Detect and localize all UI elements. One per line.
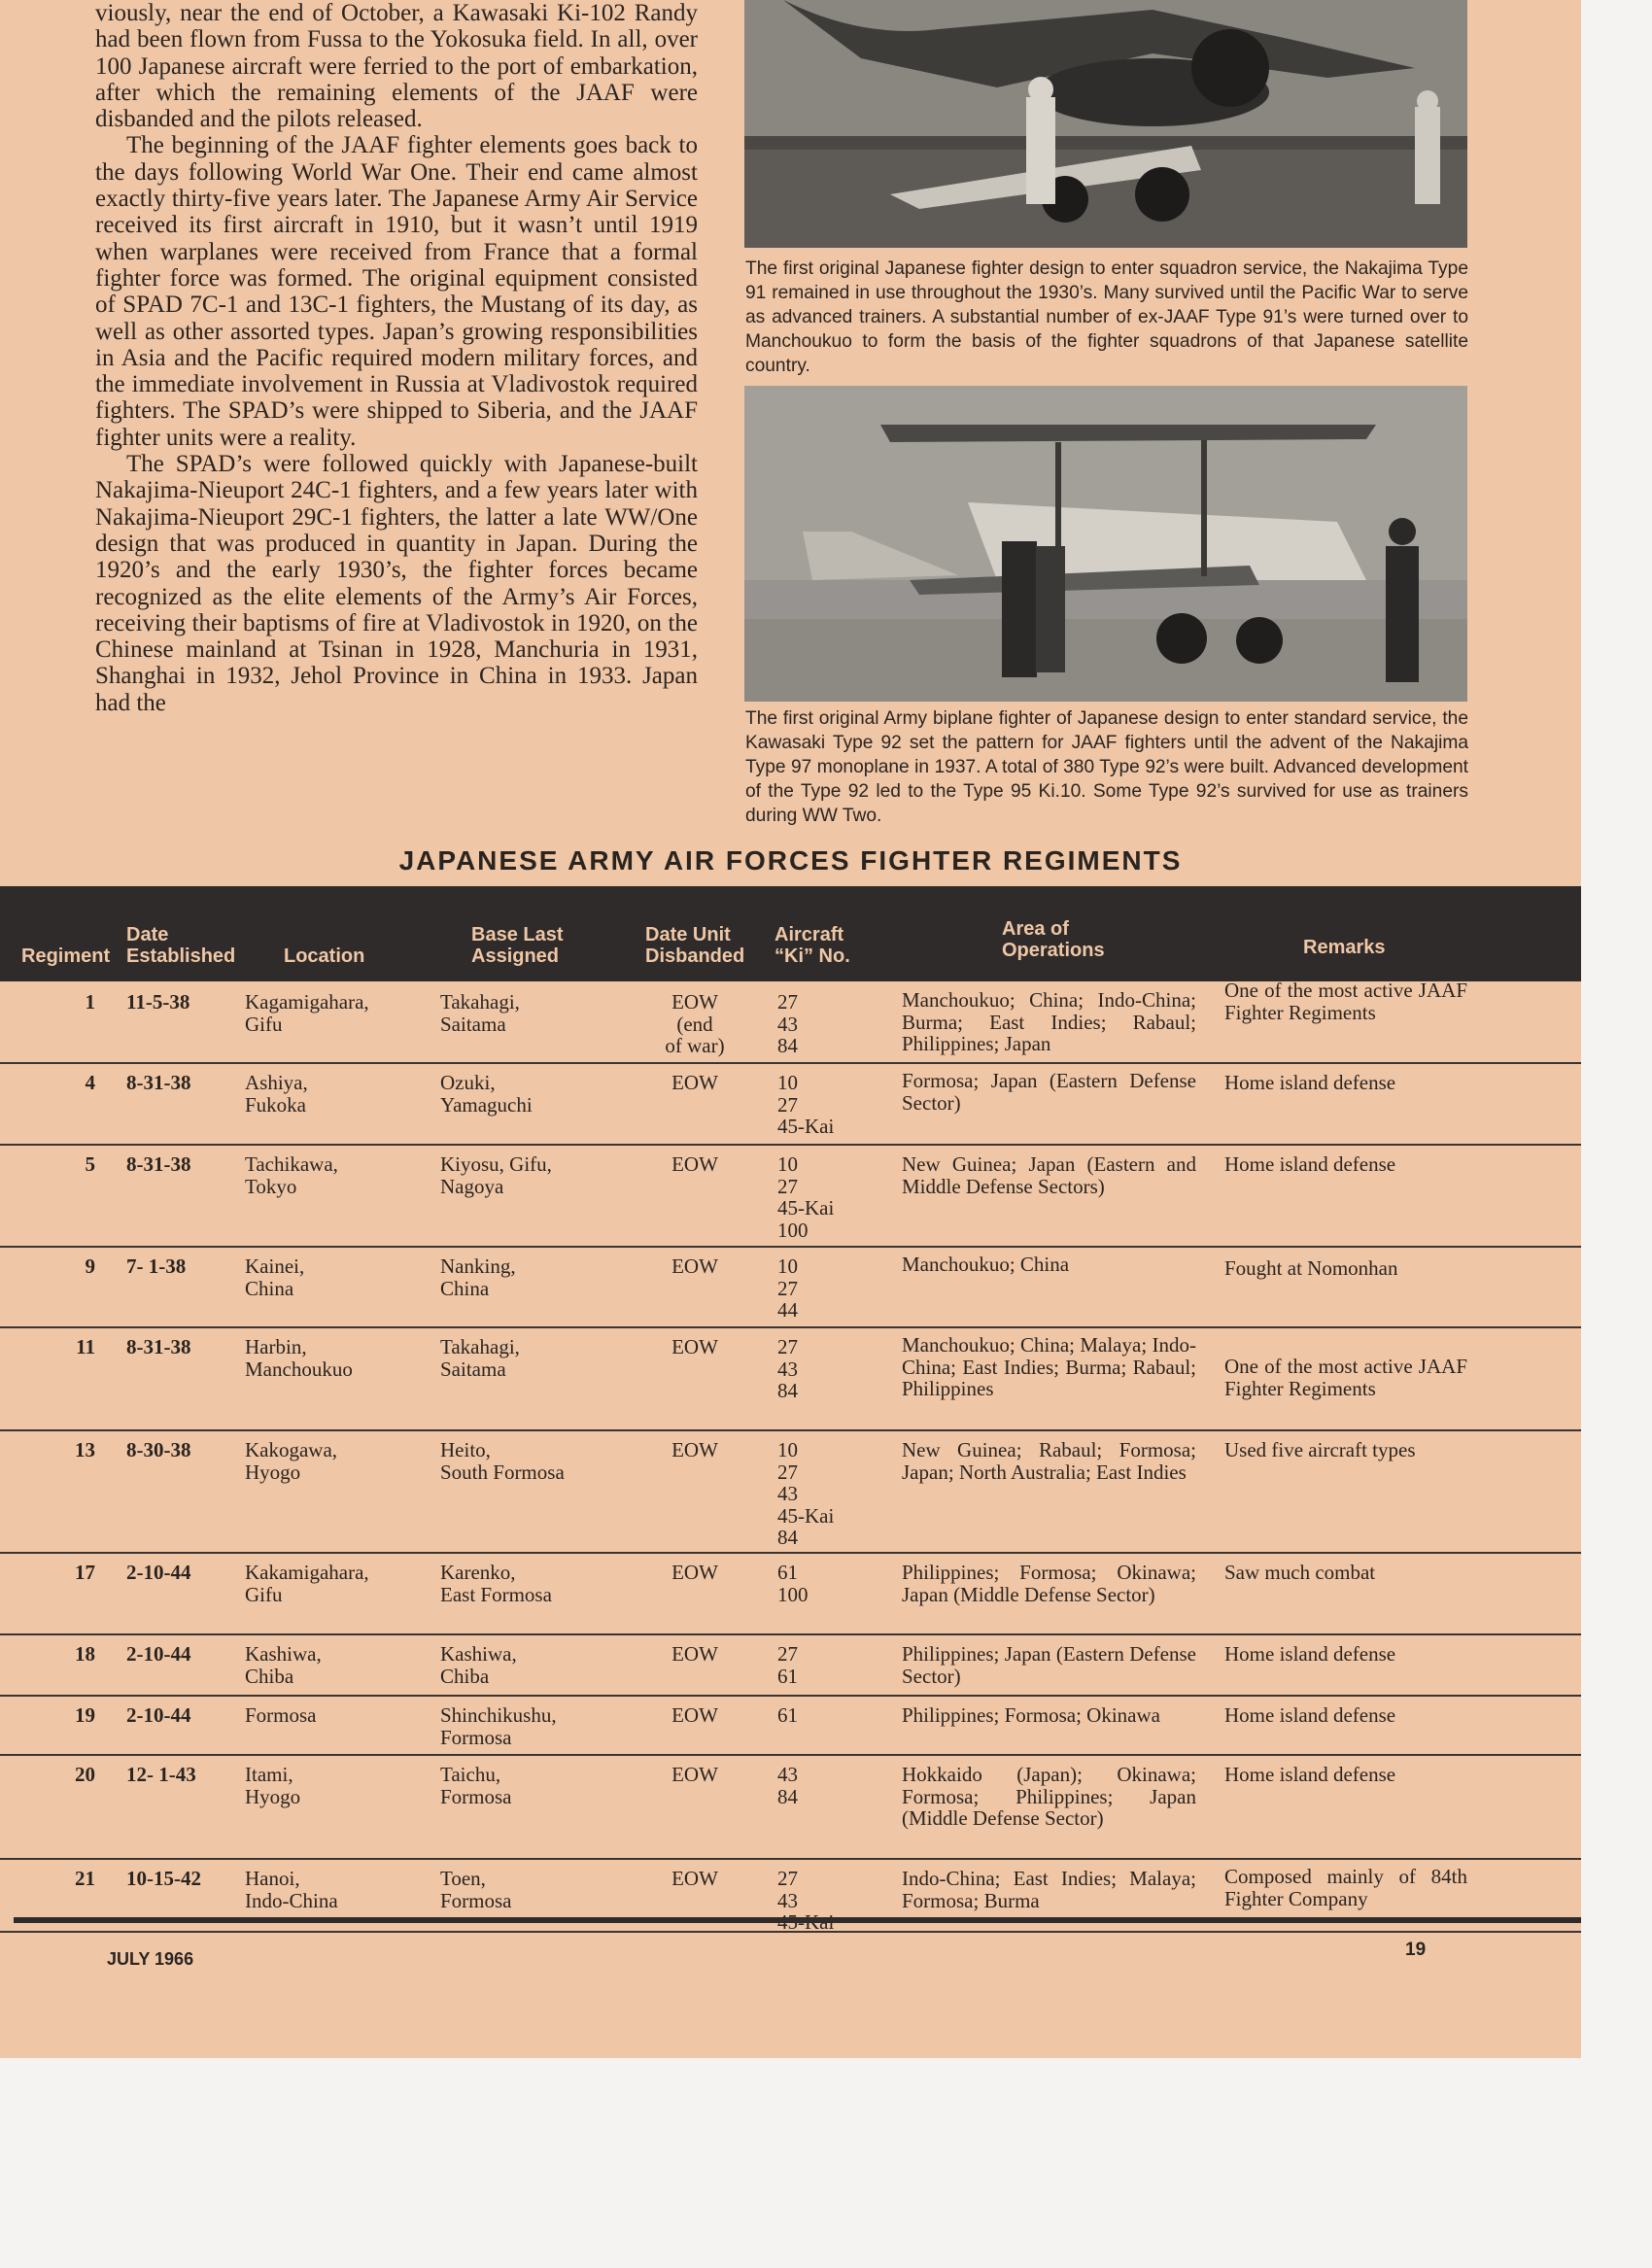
header-remarks: Remarks <box>1303 937 1386 958</box>
row-base-last-assigned: Kashiwa, Chiba <box>440 1642 517 1688</box>
row-base-last-assigned: Toen, Formosa <box>440 1867 512 1912</box>
row-date-established: 7- 1-38 <box>126 1254 187 1278</box>
row-remarks: Home island defense <box>1224 1642 1396 1666</box>
row-location: Formosa <box>245 1703 317 1727</box>
row-location: Kainei, China <box>245 1254 305 1300</box>
row-area-of-operations: Indo-China; East Indies; Malaya; Formosa; Burma <box>902 1867 1196 1912</box>
footer-page-number: 19 <box>1405 1940 1427 1960</box>
row-remarks: One of the most active JAAF Fighter Regiments <box>1224 979 1467 1024</box>
row-area-of-operations: Formosa; Japan (Eastern Defense Sector) <box>902 1069 1196 1115</box>
row-location: Kashiwa, Chiba <box>245 1642 322 1688</box>
row-remarks: Home island defense <box>1224 1071 1396 1094</box>
row-date-established: 10-15-42 <box>126 1867 201 1890</box>
table-row <box>0 1062 1581 1146</box>
row-location: Itami, Hyogo <box>245 1763 301 1808</box>
row-regiment: 9 <box>85 1254 95 1278</box>
table-header <box>0 886 1581 981</box>
row-location: Harbin, Manchoukuo <box>245 1335 353 1381</box>
row-regiment: 4 <box>85 1071 95 1094</box>
row-area-of-operations: New Guinea; Rabaul; Formosa; Japan; North Australia; East Indies <box>902 1438 1196 1484</box>
row-area-of-operations: Hokkaido (Japan); Okinawa; Formosa; Philippines; Japan (Middle Defense Sector) <box>902 1763 1196 1830</box>
header-area-of-operations: Area of Operations <box>1002 918 1105 961</box>
row-date-established: 11-5-38 <box>126 990 190 1014</box>
row-date-established: 8-31-38 <box>126 1071 191 1094</box>
row-regiment: 13 <box>75 1438 95 1461</box>
row-remarks: Used five aircraft types <box>1224 1438 1416 1461</box>
footer-date: JULY 1966 <box>107 1949 194 1969</box>
row-date-disbanded: EOW <box>671 1703 718 1727</box>
kawasaki-type-92-photo <box>744 386 1467 702</box>
row-date-disbanded: EOW <box>671 1867 718 1890</box>
row-base-last-assigned: Taichu, Formosa <box>440 1763 512 1808</box>
row-regiment: 19 <box>75 1703 95 1727</box>
row-area-of-operations: Manchoukuo; China; Indo-China; Burma; East Indies; Rabaul; Philippines; Japan <box>902 988 1196 1055</box>
row-remarks: Fought at Nomonhan <box>1224 1256 1398 1280</box>
row-date-established: 2-10-44 <box>126 1642 191 1666</box>
row-date-established: 2-10-44 <box>126 1703 191 1727</box>
row-aircraft: 10 27 44 <box>777 1254 798 1322</box>
header-regiment: Regiment <box>21 945 111 967</box>
row-date-disbanded: EOW <box>671 1071 718 1094</box>
header-location: Location <box>284 945 365 967</box>
article-column <box>95 0 698 716</box>
row-area-of-operations: Philippines; Japan (Eastern Defense Sector) <box>902 1642 1196 1688</box>
row-base-last-assigned: Shinchikushu, Formosa <box>440 1703 557 1749</box>
row-date-established: 8-31-38 <box>126 1152 191 1176</box>
bottom-rule <box>14 1917 1581 1923</box>
row-regiment: 11 <box>76 1335 95 1358</box>
row-aircraft: 10 27 45-Kai 100 <box>777 1152 835 1242</box>
header-date-disbanded: Date Unit Disbanded <box>645 924 745 967</box>
table-row <box>0 1326 1581 1431</box>
article-paragraph-3: The SPAD’s were followed quickly with Japanese-built Nakajima-Nieuport 24C-1 fighters, and a few years later with Nakajima-Nieuport 29C-1 fighters, the latter a late WW/One design that was produced in quantity in Japan. During the 1920’s and the early 1930’s, the fighter forces became recognized as the elite elements of the Army’s Air Forces, receiving their baptisms of fire at Vladivostok in 1920, on the Chinese mainland at Tsinan in 1928, Manchuria in 1931, Shanghai in 1932, Jehol Province in China in 1933. Japan had the <box>95 451 698 716</box>
row-aircraft: 27 43 84 <box>777 1335 798 1402</box>
table-row <box>0 1552 1581 1635</box>
row-aircraft: 61 100 <box>777 1561 809 1606</box>
row-date-disbanded: EOW <box>671 1335 718 1358</box>
row-date-established: 2-10-44 <box>126 1561 191 1584</box>
table-row <box>0 1429 1581 1554</box>
row-location: Kagamigahara, Gifu <box>245 990 369 1036</box>
row-area-of-operations: Philippines; Formosa; Okinawa; Japan (Middle Defense Sector) <box>902 1561 1196 1606</box>
photo-caption-2: The first original Army biplane fighter of Japanese design to enter standard service, the Kawasaki Type 92 set the pattern for JAAF fighters until the advent of the Nakajima Type 97 monoplane in 1937. A total of 380 Type 92’s were built. Advanced development of the Type 92 led to the Type 95 Ki.10. Some Type 92’s survived for use as trainers during WW Two. <box>745 708 1468 826</box>
row-area-of-operations: Manchoukuo; China; Malaya; Indo-China; East Indies; Burma; Rabaul; Philippines <box>902 1333 1196 1400</box>
row-regiment: 5 <box>85 1152 95 1176</box>
row-location: Kakogawa, Hyogo <box>245 1438 338 1484</box>
row-regiment: 1 <box>85 990 95 1014</box>
nakajima-type-91-photo <box>744 0 1467 248</box>
row-aircraft: 43 84 <box>777 1763 798 1808</box>
row-location: Tachikawa, Tokyo <box>245 1152 338 1198</box>
row-location: Ashiya, Fukoka <box>245 1071 308 1117</box>
row-base-last-assigned: Karenko, East Formosa <box>440 1561 552 1606</box>
row-location: Kakamigahara, Gifu <box>245 1561 369 1606</box>
row-area-of-operations: Philippines; Formosa; Okinawa <box>902 1703 1160 1727</box>
row-base-last-assigned: Ozuki, Yamaguchi <box>440 1071 533 1117</box>
table-row <box>0 1754 1581 1860</box>
header-base-last-assigned: Base Last Assigned <box>471 924 564 967</box>
row-regiment: 20 <box>75 1763 95 1786</box>
row-date-disbanded: EOW <box>671 1152 718 1176</box>
table-row <box>0 1695 1581 1756</box>
row-date-disbanded: EOW <box>671 1763 718 1786</box>
row-date-disbanded: EOW <box>671 1642 718 1666</box>
row-base-last-assigned: Nanking, China <box>440 1254 516 1300</box>
header-date-established: Date Established <box>126 924 236 967</box>
row-date-disbanded: EOW (end of war) <box>665 990 725 1057</box>
row-regiment: 17 <box>75 1561 95 1584</box>
row-regiment: 18 <box>75 1642 95 1666</box>
row-aircraft: 27 43 <box>777 1867 798 1912</box>
table-row <box>0 1633 1581 1697</box>
row-aircraft: 27 61 <box>777 1642 798 1688</box>
row-base-last-assigned: Kiyosu, Gifu, Nagoya <box>440 1152 552 1198</box>
row-remarks: One of the most active JAAF Fighter Regiments <box>1224 1355 1467 1400</box>
row-area-of-operations: New Guinea; Japan (Eastern and Middle Defense Sectors) <box>902 1152 1196 1198</box>
row-date-established: 12- 1-43 <box>126 1763 196 1786</box>
row-date-disbanded: EOW <box>671 1438 718 1461</box>
row-remarks: Home island defense <box>1224 1763 1396 1786</box>
row-location: Hanoi, Indo-China <box>245 1867 338 1912</box>
row-date-established: 8-30-38 <box>126 1438 191 1461</box>
row-base-last-assigned: Takahagi, Saitama <box>440 1335 520 1381</box>
row-area-of-operations: Manchoukuo; China <box>902 1253 1070 1276</box>
row-aircraft: 10 27 45-Kai <box>777 1071 835 1138</box>
row-remarks: Composed mainly of 84th Fighter Company <box>1224 1865 1467 1910</box>
table-row <box>0 981 1581 1064</box>
article-paragraph-1: viously, near the end of October, a Kawasaki Ki-102 Randy had been flown from Fussa to the Yokosuka field. In all, over 100 Japanese aircraft were ferried to the port of embarkation, after which the remaining elements of the JAAF were disbanded and the pilots released. <box>95 0 698 133</box>
row-regiment: 21 <box>75 1867 95 1890</box>
row-date-established: 8-31-38 <box>126 1335 191 1358</box>
row-aircraft: 27 43 84 <box>777 990 798 1057</box>
row-base-last-assigned: Heito, South Formosa <box>440 1438 565 1484</box>
article-paragraph-2: The beginning of the JAAF fighter elements goes back to the days following World War One. Their end came almost exactly thirty-five years later. The Japanese Army Air Service received its first aircraft in 1910, but it wasn’t until 1919 when warplanes were received from France that a formal fighter force was formed. The original equipment consisted of SPAD 7C-1 and 13C-1 fighters, the Mustang of its day, as well as other assorted types. Japan’s growing responsibilities in Asia and the Pacific required modern military forces, and the immediate involvement in Russia at Vladivostok required fighters. The SPAD’s were shipped to Siberia, and the JAAF fighter units were a reality. <box>95 132 698 451</box>
row-base-last-assigned: Takahagi, Saitama <box>440 990 520 1036</box>
row-date-disbanded: EOW <box>671 1561 718 1584</box>
header-aircraft: Aircraft “Ki” No. <box>774 924 850 967</box>
table-title: JAPANESE ARMY AIR FORCES FIGHTER REGIMENTS <box>398 845 1183 876</box>
row-remarks: Home island defense <box>1224 1703 1396 1727</box>
row-aircraft: 10 27 43 45-Kai 84 <box>777 1438 835 1549</box>
row-remarks: Saw much combat <box>1224 1561 1376 1584</box>
row-aircraft: 61 <box>777 1703 798 1727</box>
table-row <box>0 1144 1581 1248</box>
row-date-disbanded: EOW <box>671 1254 718 1278</box>
table-row <box>0 1246 1581 1328</box>
row-remarks: Home island defense <box>1224 1152 1396 1176</box>
photo-caption-1: The first original Japanese fighter design to enter squadron service, the Nakajima Type 91 remained in use throughout the 1930’s. Many survived until the Pacific War to serve as advanced trainers. A substantial number of ex-JAAF Type 91’s were turned over to Manchoukuo to form the basis of the fighter squadrons of that Japanese satellite country. <box>745 258 1468 376</box>
